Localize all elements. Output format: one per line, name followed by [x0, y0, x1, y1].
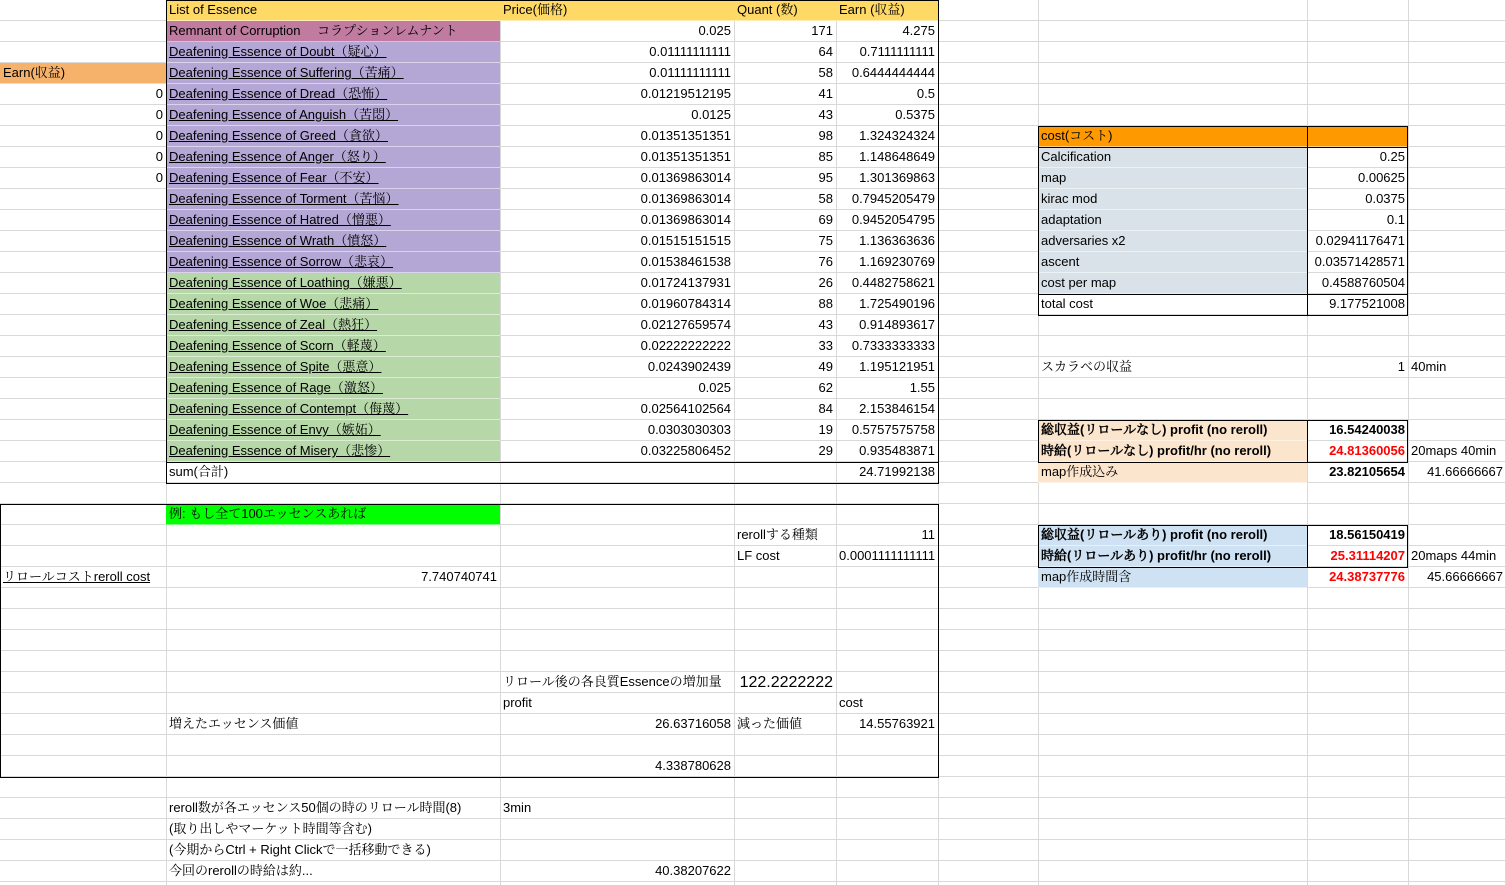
profithr-noreroll-label[interactable]: 時給(リロールなし) profit/hr (no reroll) — [1038, 441, 1307, 462]
example-header[interactable]: 例: もし全て100エッセンスあれば — [166, 504, 500, 525]
cost-row-label[interactable]: map — [1038, 168, 1307, 189]
reroll-cost-link[interactable]: リロールコストreroll cost — [3, 569, 151, 584]
profithr-reroll-value[interactable]: 25.31114207 — [1330, 548, 1405, 563]
essence-link[interactable]: Deafening Essence of Sorrow（悲哀） — [166, 252, 500, 273]
scarab-earn-time[interactable]: 40min — [1411, 359, 1447, 374]
essence-link[interactable]: Deafening Essence of Suffering（苦痛） — [166, 63, 500, 84]
essence-link[interactable]: Deafening Essence of Dread（恐怖） — [166, 84, 500, 105]
cell[interactable]: 49 — [818, 359, 833, 374]
cell[interactable]: 29 — [818, 443, 833, 458]
profit-reroll-label[interactable]: 総収益(リロールあり) profit (no reroll) — [1038, 525, 1307, 546]
earn-zero[interactable]: 0 — [155, 149, 163, 164]
cell[interactable]: 1.725490196 — [859, 296, 935, 311]
essence-link[interactable]: Deafening Essence of Hatred（憎悪） — [166, 210, 500, 231]
cell[interactable]: 0.01111111111 — [649, 65, 731, 80]
essence-link[interactable]: Deafening Essence of Spite（悪意） — [166, 357, 500, 378]
reroll-hourly-label[interactable]: 今回のrerollの時給は約... — [169, 863, 313, 878]
reroll-types-label[interactable]: rerollする種類 — [737, 527, 818, 542]
cost-row-value[interactable]: 0.4588760504 — [1321, 275, 1405, 290]
sum-value[interactable]: 24.71992138 — [859, 464, 935, 479]
earn-zero[interactable]: 0 — [155, 170, 163, 185]
cost-col-label[interactable]: cost — [839, 695, 863, 710]
essence-link[interactable]: Deafening Essence of Envy（嫉妬） — [166, 420, 500, 441]
profithr-reroll-note[interactable]: 20maps 44min — [1411, 548, 1497, 563]
cell[interactable]: 58 — [818, 191, 833, 206]
reroll-hourly-value[interactable]: 40.38207622 — [655, 863, 731, 878]
profit-col-label[interactable]: profit — [503, 695, 532, 710]
cell[interactable]: 84 — [818, 401, 833, 416]
mapcraft-included-time[interactable]: 41.66666667 — [1427, 464, 1503, 479]
cell[interactable]: 0.02564102564 — [640, 401, 731, 416]
cell[interactable]: 0.5757575758 — [851, 422, 935, 437]
cost-row-value[interactable]: 0.1 — [1386, 212, 1405, 227]
cell[interactable]: 0.01111111111 — [649, 44, 731, 59]
lost-value-label[interactable]: 減った価値 — [737, 716, 803, 731]
cell[interactable]: 1.136363636 — [859, 233, 935, 248]
cell[interactable]: 19 — [818, 422, 833, 437]
earn-zero[interactable]: 0 — [155, 86, 163, 101]
cell[interactable]: 0.03225806452 — [640, 443, 731, 458]
cell[interactable]: 85 — [818, 149, 833, 164]
cost-row-value[interactable]: 0.0375 — [1365, 191, 1405, 206]
cell[interactable]: 0.01351351351 — [640, 149, 731, 164]
cell[interactable]: 0.6444444444 — [851, 65, 935, 80]
profithr-noreroll-note[interactable]: 20maps 40min — [1411, 443, 1497, 458]
cell[interactable]: 1.195121951 — [859, 359, 935, 374]
reroll-gain-value[interactable]: 122.2222222 — [739, 674, 833, 691]
col-header-price[interactable]: Price(価格) — [500, 0, 734, 21]
cell[interactable]: 0.01515151515 — [640, 233, 731, 248]
cell[interactable]: 95 — [818, 170, 833, 185]
col-header-essence[interactable]: List of Essence — [166, 0, 500, 21]
cost-row-label[interactable]: kirac mod — [1038, 189, 1307, 210]
cell[interactable]: 0.4482758621 — [851, 275, 935, 290]
cell[interactable]: 26 — [818, 275, 833, 290]
note-ctrl-click[interactable]: (今期からCtrl + Right Clickで一括移動できる) — [169, 842, 431, 857]
reroll-gain-label[interactable]: リロール後の各良質Essenceの増加量 — [503, 674, 722, 689]
net-profit-value[interactable]: 4.338780628 — [655, 758, 731, 773]
gridline — [938, 0, 939, 885]
cost-row-value[interactable]: 0.25 — [1379, 149, 1405, 164]
profit-noreroll-value[interactable]: 16.54240038 — [1329, 422, 1405, 437]
essence-link[interactable]: Deafening Essence of Zeal（熱狂） — [166, 315, 500, 336]
cell[interactable]: 1.148648649 — [859, 149, 935, 164]
mapcraft-time-label[interactable]: map作成時間含 — [1038, 567, 1307, 588]
cell[interactable]: 0.01351351351 — [640, 128, 731, 143]
essence-link[interactable]: Deafening Essence of Anguish（苦悶） — [166, 105, 500, 126]
cell[interactable]: 0.01960784314 — [640, 296, 731, 311]
col-header-quant[interactable]: Quant (数) — [734, 0, 836, 21]
essence-link[interactable]: Deafening Essence of Loathing（嫌悪） — [166, 273, 500, 294]
cell[interactable]: 43 — [818, 107, 833, 122]
essence-link[interactable]: Deafening Essence of Anger（怒り） — [166, 147, 500, 168]
cost-row-label[interactable]: adaptation — [1038, 210, 1307, 231]
cost-row-label[interactable]: cost per map — [1038, 273, 1307, 294]
total-cost-value[interactable]: 9.177521008 — [1329, 296, 1405, 311]
mapcraft-time-note[interactable]: 45.66666667 — [1427, 569, 1503, 584]
remnant-label[interactable]: Remnant of Corruption コラプションレムナント — [166, 21, 500, 42]
mapcraft-included-value[interactable]: 23.82105654 — [1329, 464, 1405, 479]
cell[interactable]: 2.153846154 — [859, 401, 935, 416]
essence-link[interactable]: Deafening Essence of Fear（不安） — [166, 168, 500, 189]
profit-reroll-value[interactable]: 18.56150419 — [1329, 527, 1405, 542]
sum-label[interactable]: sum(合計) — [169, 464, 229, 479]
lf-cost-label[interactable]: LF cost — [737, 548, 780, 563]
cell[interactable]: 0.914893617 — [859, 317, 935, 332]
cell[interactable]: 0.02127659574 — [640, 317, 731, 332]
cell[interactable]: 0.02222222222 — [640, 338, 731, 353]
cell[interactable]: 0.935483871 — [859, 443, 935, 458]
gained-value[interactable]: 26.63716058 — [655, 716, 731, 731]
cell[interactable]: 88 — [818, 296, 833, 311]
cell[interactable]: 0.025 — [698, 23, 731, 38]
reroll-cost-value[interactable]: 7.740740741 — [421, 569, 497, 584]
cell[interactable]: 64 — [818, 44, 833, 59]
cell[interactable]: 69 — [818, 212, 833, 227]
cost-table-header[interactable]: cost(コスト) — [1038, 126, 1408, 147]
cell[interactable]: 0.0303030303 — [647, 422, 731, 437]
essence-link[interactable]: Deafening Essence of Scorn（軽蔑） — [166, 336, 500, 357]
reroll-types-value[interactable]: 11 — [921, 527, 935, 542]
cell[interactable]: 41 — [818, 86, 833, 101]
cell[interactable]: 1.301369863 — [859, 170, 935, 185]
essence-link[interactable]: Deafening Essence of Misery（悲惨） — [166, 441, 500, 462]
cell[interactable]: 0.025 — [698, 380, 731, 395]
cell[interactable]: 1.55 — [909, 380, 935, 395]
cell[interactable]: 62 — [818, 380, 833, 395]
cell[interactable]: 1.169230769 — [859, 254, 935, 269]
cell[interactable]: 0.7333333333 — [851, 338, 935, 353]
cell[interactable]: 0.5 — [916, 86, 935, 101]
mapcraft-included-label[interactable]: map作成込み — [1038, 462, 1307, 483]
cell[interactable]: 0.0243902439 — [647, 359, 731, 374]
cell[interactable]: 43 — [818, 317, 833, 332]
earn-section-label[interactable]: Earn(収益) — [0, 63, 166, 84]
essence-link[interactable]: Deafening Essence of Contempt（侮蔑） — [166, 399, 500, 420]
col-header-earn[interactable]: Earn (収益) — [836, 0, 938, 21]
essence-link[interactable]: Deafening Essence of Woe（悲痛） — [166, 294, 500, 315]
profithr-reroll-label[interactable]: 時給(リロールあり) profit/hr (no reroll) — [1038, 546, 1307, 567]
total-cost-label[interactable]: total cost — [1041, 296, 1094, 311]
cost-row-label[interactable]: ascent — [1038, 252, 1307, 273]
cell[interactable]: 0.7945205479 — [851, 191, 935, 206]
scarab-earn-label[interactable]: スカラベの収益 — [1041, 359, 1133, 374]
cell[interactable]: 0.0125 — [691, 107, 731, 122]
cell[interactable]: 76 — [818, 254, 833, 269]
cost-row-label[interactable]: Calcification — [1038, 147, 1307, 168]
cell[interactable]: 33 — [818, 338, 833, 353]
essence-link[interactable]: Deafening Essence of Wrath（憤怒） — [166, 231, 500, 252]
cell[interactable]: 0.01369863014 — [640, 170, 731, 185]
essence-link[interactable]: Deafening Essence of Greed（貪欲） — [166, 126, 500, 147]
cell[interactable]: 4.275 — [902, 23, 935, 38]
cell[interactable]: 0.7111111111 — [859, 44, 935, 59]
cost-row-value[interactable]: 0.03571428571 — [1314, 254, 1405, 269]
lf-cost-value[interactable]: 0.0001111111111 — [839, 548, 936, 563]
cell[interactable]: 98 — [818, 128, 833, 143]
essence-link[interactable]: Deafening Essence of Rage（激怒） — [166, 378, 500, 399]
reroll-time-value[interactable]: 3min — [503, 800, 532, 815]
cell[interactable]: 0.01724137931 — [640, 275, 731, 290]
cell[interactable]: 0.01219512195 — [640, 86, 731, 101]
cost-row-value[interactable]: 0.00625 — [1358, 170, 1405, 185]
cell[interactable]: 58 — [818, 65, 833, 80]
essence-link[interactable]: Deafening Essence of Torment（苦悩） — [166, 189, 500, 210]
cell[interactable]: 0.9452054795 — [851, 212, 935, 227]
cell[interactable]: 0.01369863014 — [640, 212, 731, 227]
cell[interactable]: 1.324324324 — [859, 128, 935, 143]
cost-row-label[interactable]: adversaries x2 — [1038, 231, 1307, 252]
cell[interactable]: 0.01369863014 — [640, 191, 731, 206]
cell[interactable]: 75 — [818, 233, 833, 248]
gained-value-label[interactable]: 増えたエッセンス価値 — [169, 716, 299, 731]
cell[interactable]: 0.5375 — [895, 107, 935, 122]
essence-link[interactable]: Deafening Essence of Doubt（疑心） — [166, 42, 500, 63]
cost-row-value[interactable]: 0.02941176471 — [1315, 233, 1405, 248]
scarab-earn-value[interactable]: 1 — [1397, 359, 1405, 374]
earn-zero[interactable]: 0 — [155, 128, 163, 143]
cell[interactable]: 0.01538461538 — [640, 254, 731, 269]
profithr-noreroll-value[interactable]: 24.81360056 — [1329, 443, 1405, 458]
mapcraft-time-value[interactable]: 24.38737776 — [1329, 569, 1405, 584]
profit-noreroll-label[interactable]: 総収益(リロールなし) profit (no reroll) — [1038, 420, 1307, 441]
lost-value[interactable]: 14.55763921 — [859, 716, 935, 731]
note-market-time[interactable]: (取り出しやマーケット時間等含む) — [169, 821, 373, 836]
earn-zero[interactable]: 0 — [155, 107, 163, 122]
reroll-time-label[interactable]: reroll数が各エッセンス50個の時のリロール時間(8) — [169, 800, 462, 815]
cell[interactable]: 171 — [811, 23, 833, 38]
